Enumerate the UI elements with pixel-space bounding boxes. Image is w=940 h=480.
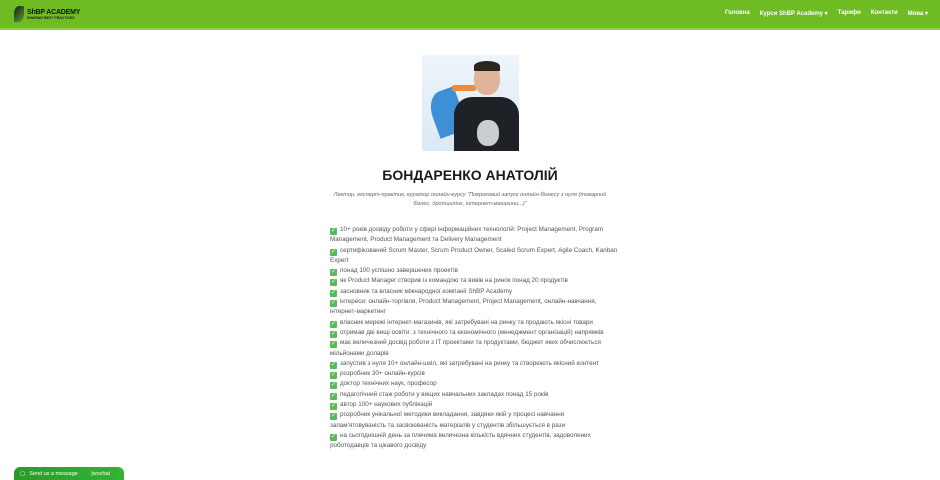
list-item	[330, 276, 620, 286]
list-item	[330, 400, 620, 410]
logo-icon	[14, 6, 24, 22]
nav-courses[interactable]: Курси ShBP Academy ▾	[759, 11, 828, 17]
list-item-text: засновник та власник міжнародної компанії ShBP Academy	[340, 287, 512, 295]
check-icon: ✓	[330, 392, 337, 399]
nav-language[interactable]: Мова ▾	[907, 11, 928, 17]
list-item	[330, 318, 620, 328]
list-item-text: сертифікований Scrum Master, Scrum Product Owner, Scaled Scrum Expert, Agile Coach, Kanban Expert	[330, 246, 618, 264]
check-icon: ✓	[330, 372, 337, 379]
list-item-text: 10+ років досвіду роботи у сфері інформаційних технологій: Project Management, Program Management, Product Management та Delivery Management	[330, 226, 604, 244]
list-item-text: має величезний досвід роботи з IT проектами та продуктами, бюджет яких обчислюється мільйонами доларів	[330, 339, 601, 357]
check-icon: ✓	[330, 403, 337, 410]
list-item	[330, 410, 620, 431]
list-item-text: на сьогоднішній день за плечима величезна кількість вдячних студентів, задоволених роботодавців та цікавого досвіду	[330, 431, 591, 450]
nav-home[interactable]: Головна	[725, 10, 750, 16]
check-icon: ✓	[330, 279, 337, 286]
logo-subtext: SHARING BEST PRACTICES	[27, 15, 75, 20]
list-item-text: отримав дві вищі освіти: з технічного та економічного (менеджмент організацій) напрямків	[340, 328, 604, 336]
list-item	[330, 266, 620, 276]
list-item-text: запустив з нуля 10+ онлайн-шкіл, які затребувані на ринку та створюють якісний контент	[340, 359, 599, 367]
main-nav	[725, 10, 928, 17]
list-item	[330, 390, 620, 400]
list-item	[330, 431, 620, 452]
check-icon: ✓	[330, 361, 337, 368]
list-item	[330, 379, 620, 389]
check-icon: ✓	[330, 382, 337, 389]
check-icon: ✓	[330, 300, 337, 307]
list-item-text: доктор технічних наук, професор	[340, 380, 437, 388]
check-icon: ✓	[330, 330, 337, 337]
list-item-text: педагогічний стаж роботи у вищих навчальних закладах понад 15 років	[340, 390, 549, 398]
check-icon: ✓	[330, 433, 337, 440]
list-item	[330, 369, 620, 379]
check-icon: ✓	[330, 248, 337, 255]
profile-subtitle: Лектор, експерт-практик, куратор онлайн-курсу "Покроковий запуск онлайн-бізнесу з нуля (товарний бізнес, дропшипінг, інтернет-магазини...)"	[333, 192, 607, 207]
list-item-text: власник мережі інтернет-магазинів, які затребувані на ринку та продають якісні товари	[340, 318, 593, 326]
check-icon: ✓	[330, 289, 337, 296]
list-item-text: інтереси: онлайн-торгівля, Product Management, Project Management, онлайн-навчання, інтернет-маркетинг	[330, 298, 597, 316]
list-item-text: розробник 30+ онлайн-курсів	[340, 370, 425, 378]
chat-brand: jivochat	[91, 470, 110, 477]
check-icon: ✓	[330, 413, 337, 420]
list-item-text: понад 100 успішно завершених проектів	[340, 267, 458, 275]
site-header	[0, 0, 940, 30]
list-item	[330, 328, 620, 338]
logo-text: ShBP ACADEMY	[27, 8, 81, 16]
profile-name: БОНДАРЕНКО АНАТОЛІЙ	[382, 167, 558, 183]
list-item-text: розробник унікальної методики викладання, завдяки якій у процесі навчання запам'ятовуваність та засвоюваність матеріалів у студентів збільшується в рази	[330, 411, 566, 429]
logo[interactable]	[14, 6, 80, 22]
list-item-text: автор 100+ наукових публікацій	[340, 401, 433, 409]
nav-pricing[interactable]: Тарифи	[837, 10, 861, 16]
check-icon: ✓	[330, 320, 337, 327]
list-item	[330, 338, 620, 359]
list-item	[330, 297, 620, 318]
check-icon: ✓	[330, 341, 337, 348]
check-icon: ✓	[330, 228, 337, 234]
check-icon: ✓	[330, 269, 337, 276]
profile-photo	[422, 55, 519, 151]
nav-contacts[interactable]: Контакти	[870, 10, 898, 16]
chat-icon: ▢	[20, 470, 26, 477]
list-item-text: як Product Manager створив із командою та вивів на ринок понад 20 продуктів	[340, 277, 568, 285]
achievements-list	[330, 225, 620, 452]
list-item	[330, 225, 620, 246]
chat-label: Send us a message	[29, 470, 78, 477]
list-item	[330, 287, 620, 297]
chat-widget[interactable]	[14, 467, 124, 480]
list-item	[330, 359, 620, 369]
list-item	[330, 246, 620, 267]
